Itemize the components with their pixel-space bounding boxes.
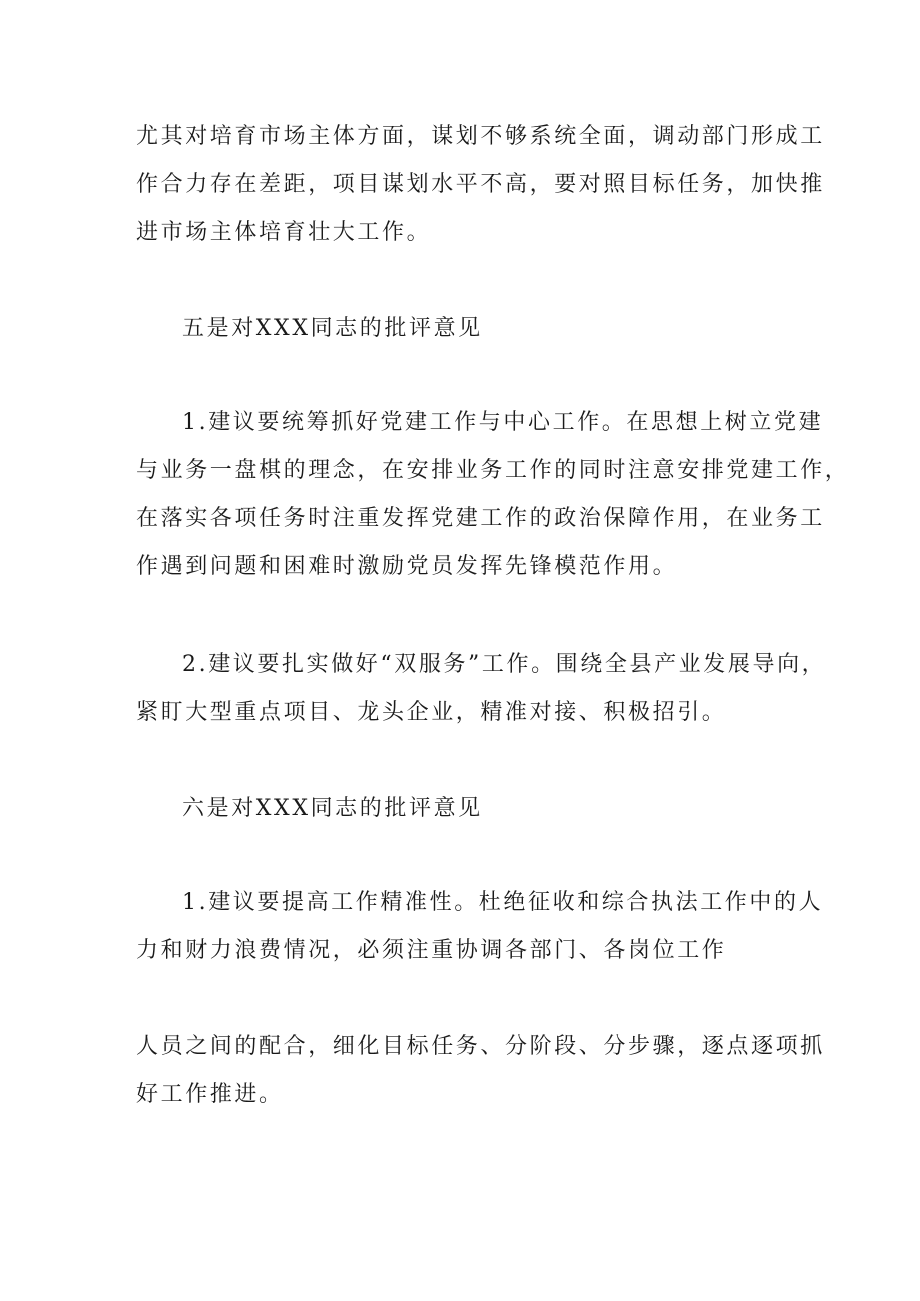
paragraph-line: 1.建议要统筹抓好党建工作与中心工作。在思想上树立党建	[182, 410, 824, 435]
paragraph-line: 作合力存在差距，项目谋划水平不高，要对照目标任务，加快推	[136, 172, 825, 197]
paragraph-line: 人员之间的配合，细化目标任务、分阶段、分步骤，逐点逐项抓	[136, 1034, 825, 1059]
paragraph-line: 好工作推进。	[136, 1082, 284, 1107]
paragraph-line: 2.建议要扎实做好“双服务”工作。围绕全县产业发展导向，	[182, 652, 827, 677]
paragraph-line: 1.建议要提高工作精准性。杜绝征收和综合执法工作中的人	[182, 890, 824, 915]
paragraph-line: 与业务一盘棋的理念，在安排业务工作的同时注意安排党建工作，	[136, 458, 850, 483]
paragraph-line: 力和财力浪费情况，必须注重协调各部门、各岗位工作	[136, 938, 727, 963]
section-heading: 五是对XXX同志的批评意见	[182, 316, 483, 341]
paragraph-line: 尤其对培育市场主体方面，谋划不够系统全面，调动部门形成工	[136, 124, 825, 149]
section-heading: 六是对XXX同志的批评意见	[182, 796, 483, 821]
paragraph-line: 在落实各项任务时注重发挥党建工作的政治保障作用，在业务工	[136, 506, 825, 531]
paragraph-line: 进市场主体培育壮大工作。	[136, 220, 432, 245]
paragraph-line: 作遇到问题和困难时激励党员发挥先锋模范作用。	[136, 554, 678, 579]
paragraph-line: 紧盯大型重点项目、龙头企业，精准对接、积极招引。	[136, 700, 727, 725]
